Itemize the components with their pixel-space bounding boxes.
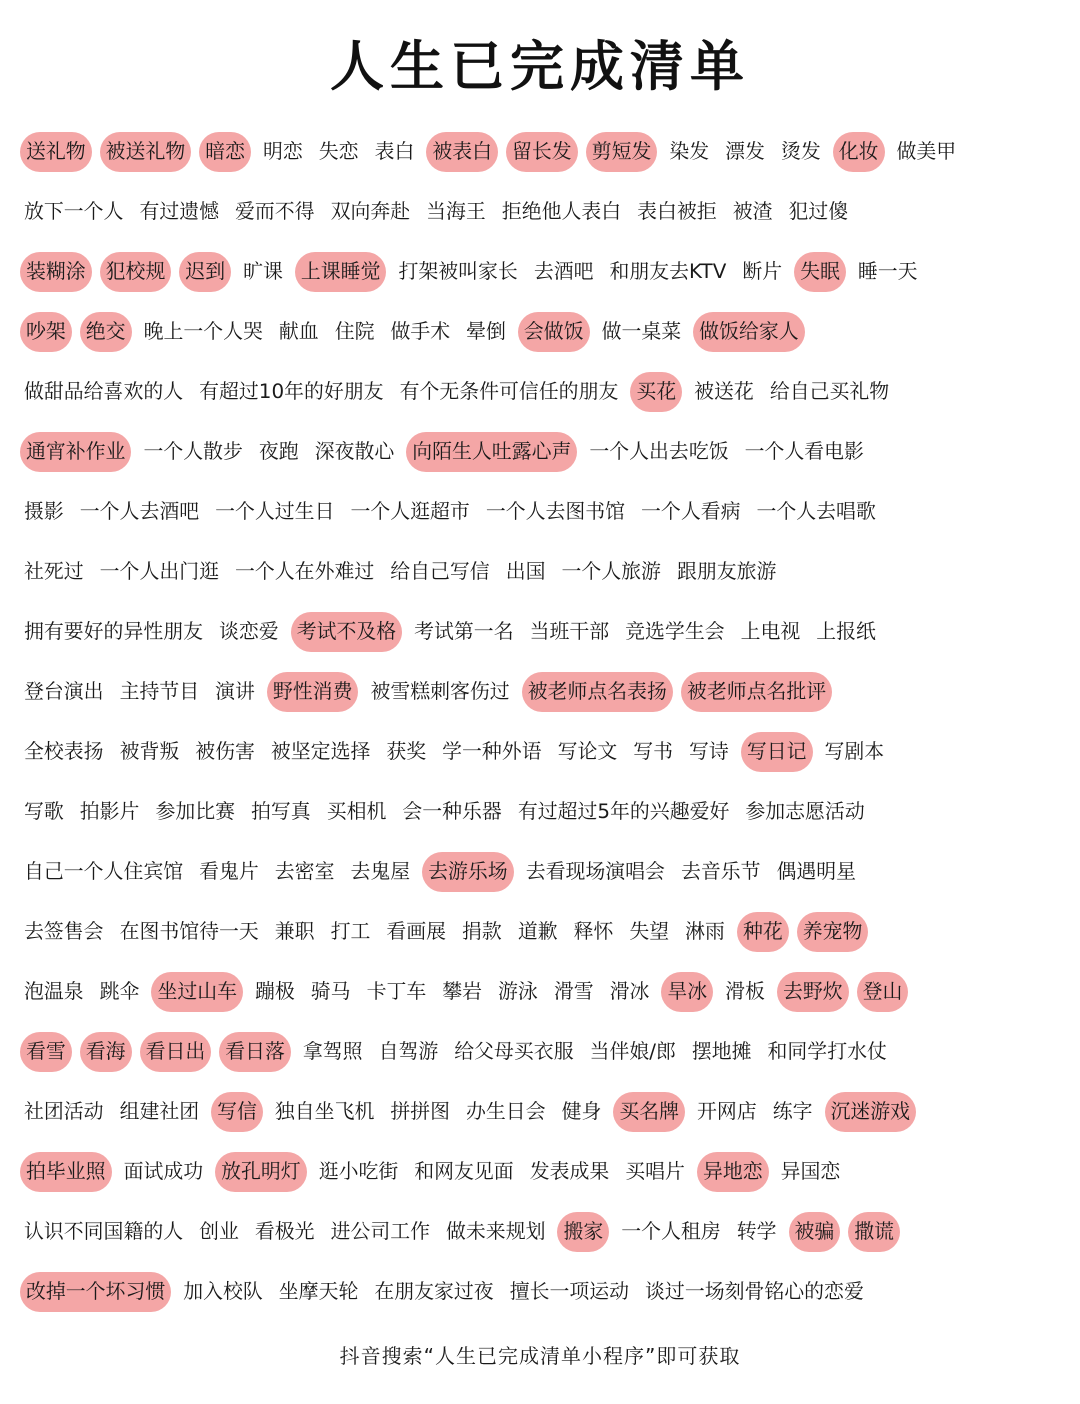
checklist-item: 一个人去图书馆 — [485, 500, 626, 523]
checklist-item: 给父母买衣服 — [454, 1040, 574, 1063]
checklist-item: 染发 — [669, 140, 710, 163]
checklist-item: 社团活动 — [24, 1100, 104, 1123]
checklist-item: 一个人去酒吧 — [79, 500, 200, 523]
checklist-item: 当海王 — [426, 200, 486, 223]
checklist-row — [20, 842, 1065, 902]
completed-item: 搬家 — [557, 1212, 609, 1252]
checklist-item: 一个人看病 — [641, 500, 741, 523]
checklist-item: 住院 — [334, 320, 375, 343]
checklist-item: 看极光 — [254, 1220, 315, 1243]
checklist-item: 一个人出去吃饭 — [589, 440, 729, 463]
checklist-item: 偶遇明星 — [776, 860, 857, 883]
checklist-item: 主持节目 — [119, 680, 200, 703]
checklist-item: 获奖 — [386, 740, 427, 763]
completed-item: 登山 — [857, 972, 909, 1012]
checklist-item: 自己一个人住宾馆 — [24, 860, 184, 883]
checklist-item: 放下一个人 — [24, 200, 124, 223]
completed-item: 上课睡觉 — [295, 252, 387, 292]
checklist-item: 拒绝他人表白 — [501, 200, 622, 223]
checklist-item: 办生日会 — [466, 1100, 546, 1123]
checklist-item: 一个人去唱歌 — [756, 500, 876, 523]
checklist-item: 有超过10年的好朋友 — [199, 380, 384, 403]
checklist-item: 考试第一名 — [414, 620, 514, 643]
completed-item: 留长发 — [506, 132, 578, 172]
checklist-item: 捐款 — [462, 920, 502, 943]
completed-item: 撒谎 — [848, 1212, 900, 1252]
checklist-item: 断片 — [742, 260, 783, 283]
checklist-item: 做甜品给喜欢的人 — [24, 380, 184, 403]
checklist-item: 和同学打水仗 — [767, 1040, 887, 1063]
checklist-item: 写论文 — [557, 740, 618, 763]
checklist-item: 道歉 — [517, 920, 558, 943]
checklist-item: 烫发 — [780, 140, 821, 163]
completed-item: 被骗 — [789, 1212, 841, 1252]
checklist-item: 晚上一个人哭 — [143, 320, 263, 343]
checklist-item: 自驾游 — [378, 1040, 439, 1063]
checklist-item: 一个人过生日 — [215, 500, 335, 523]
completed-item: 写信 — [211, 1092, 263, 1132]
checklist-item: 看画展 — [386, 920, 447, 943]
completed-item: 坐过山车 — [151, 972, 243, 1012]
checklist-item: 献血 — [278, 320, 319, 343]
checklist-item: 逛小吃街 — [318, 1160, 399, 1183]
checklist-item: 上报纸 — [816, 620, 876, 643]
completed-item: 被送礼物 — [100, 132, 192, 172]
checklist-row — [20, 302, 1065, 362]
checklist-item: 登台演出 — [24, 680, 104, 703]
checklist-item: 给自己买礼物 — [769, 380, 890, 403]
checklist-row — [20, 542, 1065, 602]
checklist-item: 发表成果 — [529, 1160, 610, 1183]
checklist-row — [20, 902, 1065, 962]
checklist-item: 一个人出门逛 — [99, 560, 220, 583]
checklist-item: 犯过傻 — [788, 200, 849, 223]
checklist-item: 面试成功 — [123, 1160, 204, 1183]
checklist-item: 拍影片 — [79, 800, 140, 823]
checklist-item: 拍写真 — [251, 800, 311, 823]
checklist-item: 学一种外语 — [442, 740, 542, 763]
checklist-item: 在图书馆待一天 — [119, 920, 259, 943]
checklist-item: 被渣 — [732, 200, 773, 223]
checklist-item: 有个无条件可信任的朋友 — [399, 380, 619, 403]
checklist-item: 谈恋爱 — [219, 620, 279, 643]
completed-item: 看海 — [80, 1032, 132, 1072]
checklist-item: 骑马 — [310, 980, 351, 1003]
checklist-item: 夜跑 — [258, 440, 299, 463]
checklist-item: 买唱片 — [625, 1160, 685, 1183]
checklist-item: 打架被叫家长 — [398, 260, 518, 283]
checklist-item: 摆地摊 — [691, 1040, 752, 1063]
completed-item: 考试不及格 — [291, 612, 402, 652]
checklist-item: 给自己写信 — [390, 560, 490, 583]
checklist-item: 创业 — [199, 1220, 239, 1243]
checklist-item: 被送花 — [694, 380, 754, 403]
completed-item: 拍毕业照 — [20, 1152, 112, 1192]
checklist-item: 去看现场演唱会 — [525, 860, 665, 883]
checklist-item: 去音乐节 — [680, 860, 761, 883]
checklist-item: 练字 — [772, 1100, 813, 1123]
checklist-item: 被坚定选择 — [270, 740, 371, 763]
checklist-item: 会一种乐器 — [402, 800, 502, 823]
checklist-item: 有过遗憾 — [139, 200, 220, 223]
checklist-item: 健身 — [561, 1100, 602, 1123]
checklist-item: 进公司工作 — [330, 1220, 431, 1243]
checklist-item: 当伴娘/郎 — [589, 1040, 676, 1063]
checklist-item: 转学 — [736, 1220, 777, 1243]
checklist-item: 拿驾照 — [302, 1040, 363, 1063]
checklist-item: 一个人逛超市 — [350, 500, 470, 523]
checklist-item: 和朋友去KTV — [609, 260, 727, 283]
completed-item: 送礼物 — [20, 132, 92, 172]
checklist-item: 擅长一项运动 — [509, 1280, 630, 1303]
checklist-item: 攀岩 — [442, 980, 483, 1003]
page-title: 人生已完成清单 — [330, 35, 750, 98]
checklist-item: 拼拼图 — [390, 1100, 451, 1123]
checklist-row — [20, 1202, 1065, 1262]
completed-item: 去游乐场 — [422, 852, 514, 892]
checklist-row — [20, 362, 1065, 422]
checklist-row — [20, 422, 1065, 482]
completed-item: 剪短发 — [586, 132, 658, 172]
checklist-item: 和网友见面 — [414, 1160, 514, 1183]
checklist-row — [20, 662, 1065, 722]
checklist-item: 去鬼屋 — [350, 860, 411, 883]
checklist-item: 深夜散心 — [314, 440, 395, 463]
completed-item: 犯校规 — [100, 252, 172, 292]
checklist-item: 拥有要好的异性朋友 — [24, 620, 204, 643]
checklist-item: 一个人看电影 — [744, 440, 864, 463]
checklist-item: 写剧本 — [824, 740, 885, 763]
checklist-item: 去酒吧 — [533, 260, 594, 283]
checklist-row — [20, 782, 1065, 842]
checklist-item: 滑雪 — [553, 980, 594, 1003]
checklist-item: 全校表扬 — [24, 740, 104, 763]
completed-item: 旱冰 — [661, 972, 713, 1012]
checklist-item: 竞选学生会 — [625, 620, 725, 643]
checklist-item: 表白 — [374, 140, 415, 163]
checklist-row — [20, 1142, 1065, 1202]
checklist-item: 被伤害 — [195, 740, 255, 763]
checklist-item: 开网店 — [697, 1100, 757, 1123]
completed-item: 沉迷游戏 — [825, 1092, 917, 1132]
checklist-item: 当班干部 — [529, 620, 610, 643]
checklist-item: 参加志愿活动 — [745, 800, 865, 823]
completed-item: 看雪 — [20, 1032, 72, 1072]
completed-item: 吵架 — [20, 312, 72, 352]
checklist-item: 卡丁车 — [366, 980, 427, 1003]
completed-item: 做饭给家人 — [693, 312, 804, 352]
checklist-item: 做一桌菜 — [601, 320, 682, 343]
checklist-item: 被背叛 — [119, 740, 180, 763]
checklist-item: 一个人租房 — [621, 1220, 721, 1243]
checklist-item: 摄影 — [24, 500, 64, 523]
checklist-item: 在朋友家过夜 — [374, 1280, 494, 1303]
checklist — [20, 122, 1065, 1322]
checklist-item: 独自坐飞机 — [274, 1100, 375, 1123]
checklist-item: 爱而不得 — [235, 200, 315, 223]
completed-item: 向陌生人吐露心声 — [406, 432, 577, 472]
checklist-item: 写歌 — [24, 800, 64, 823]
completed-item: 异地恋 — [697, 1152, 769, 1192]
checklist-row — [20, 722, 1065, 782]
checklist-item: 滑板 — [725, 980, 765, 1003]
completed-item: 看日落 — [219, 1032, 291, 1072]
checklist-item: 出国 — [505, 560, 546, 583]
checklist-item: 打工 — [330, 920, 371, 943]
checklist-item: 跳伞 — [99, 980, 140, 1003]
checklist-item: 认识不同国籍的人 — [24, 1220, 184, 1243]
checklist-item: 做手术 — [390, 320, 451, 343]
checklist-row — [20, 1082, 1065, 1142]
checklist-item: 写诗 — [689, 740, 729, 763]
checklist-item: 上电视 — [740, 620, 801, 643]
checklist-item: 滑冰 — [609, 980, 650, 1003]
checklist-item: 兼职 — [274, 920, 315, 943]
checklist-item: 表白被拒 — [637, 200, 717, 223]
completed-item: 化妆 — [833, 132, 885, 172]
completed-item: 迟到 — [179, 252, 231, 292]
checklist-item: 失望 — [629, 920, 670, 943]
completed-item: 改掉一个坏习惯 — [20, 1272, 171, 1312]
completed-item: 写日记 — [741, 732, 813, 772]
checklist-item: 被雪糕刺客伤过 — [370, 680, 510, 703]
checklist-item: 写书 — [633, 740, 674, 763]
checklist-item: 双向奔赴 — [330, 200, 411, 223]
checklist-item: 一个人旅游 — [561, 560, 661, 583]
checklist-item: 蹦极 — [255, 980, 295, 1003]
checklist-item: 淋雨 — [685, 920, 725, 943]
checklist-item: 明恋 — [263, 140, 303, 163]
checklist-item: 旷课 — [243, 260, 283, 283]
checklist-item: 异国恋 — [780, 1160, 841, 1183]
checklist-row — [20, 1022, 1065, 1082]
completed-item: 买花 — [630, 372, 682, 412]
checklist-row — [20, 1262, 1065, 1322]
checklist-item: 加入校队 — [183, 1280, 263, 1303]
checklist-item: 坐摩天轮 — [278, 1280, 359, 1303]
completed-item: 养宠物 — [797, 912, 869, 952]
checklist-item: 游泳 — [498, 980, 538, 1003]
completed-item: 失眠 — [794, 252, 846, 292]
completed-item: 被老师点名批评 — [681, 672, 832, 712]
completed-item: 看日出 — [140, 1032, 212, 1072]
checklist-item: 漂发 — [725, 140, 765, 163]
checklist-item: 睡一天 — [857, 260, 918, 283]
completed-item: 暗恋 — [199, 132, 251, 172]
completed-item: 被表白 — [426, 132, 498, 172]
completed-item: 绝交 — [80, 312, 132, 352]
checklist-row — [20, 962, 1065, 1022]
footer-note: 抖音搜索“人生已完成清单小程序”即可获取 — [339, 1344, 741, 1368]
checklist-item: 买相机 — [326, 800, 387, 823]
completed-item: 被老师点名表扬 — [522, 672, 673, 712]
checklist-row — [20, 242, 1065, 302]
checklist-item: 谈过一场刻骨铭心的恋爱 — [645, 1280, 864, 1303]
checklist-item: 泡温泉 — [24, 980, 84, 1003]
checklist-item: 组建社团 — [119, 1100, 200, 1123]
checklist-item: 演讲 — [215, 680, 255, 703]
checklist-item: 晕倒 — [466, 320, 506, 343]
checklist-item: 参加比赛 — [155, 800, 236, 823]
completed-item: 放孔明灯 — [215, 1152, 307, 1192]
checklist-item: 一个人散步 — [143, 440, 243, 463]
checklist-item: 有过超过5年的兴趣爱好 — [517, 800, 730, 823]
checklist-item: 去签售会 — [24, 920, 104, 943]
checklist-item: 社死过 — [24, 560, 84, 583]
checklist-row — [20, 122, 1065, 182]
completed-item: 种花 — [737, 912, 789, 952]
checklist-row — [20, 182, 1065, 242]
checklist-item: 看鬼片 — [199, 860, 259, 883]
checklist-item: 释怀 — [573, 920, 614, 943]
completed-item: 装糊涂 — [20, 252, 92, 292]
completed-item: 会做饭 — [518, 312, 590, 352]
completed-item: 买名牌 — [613, 1092, 685, 1132]
checklist-row — [20, 482, 1065, 542]
completed-item: 通宵补作业 — [20, 432, 131, 472]
completed-item: 去野炊 — [777, 972, 849, 1012]
checklist-row — [20, 602, 1065, 662]
completed-item: 野性消费 — [267, 672, 359, 712]
checklist-item: 做美甲 — [896, 140, 957, 163]
checklist-item: 失恋 — [318, 140, 359, 163]
checklist-item: 一个人在外难过 — [235, 560, 375, 583]
checklist-item: 做未来规划 — [446, 1220, 546, 1243]
checklist-item: 跟朋友旅游 — [676, 560, 777, 583]
checklist-item: 去密室 — [274, 860, 335, 883]
